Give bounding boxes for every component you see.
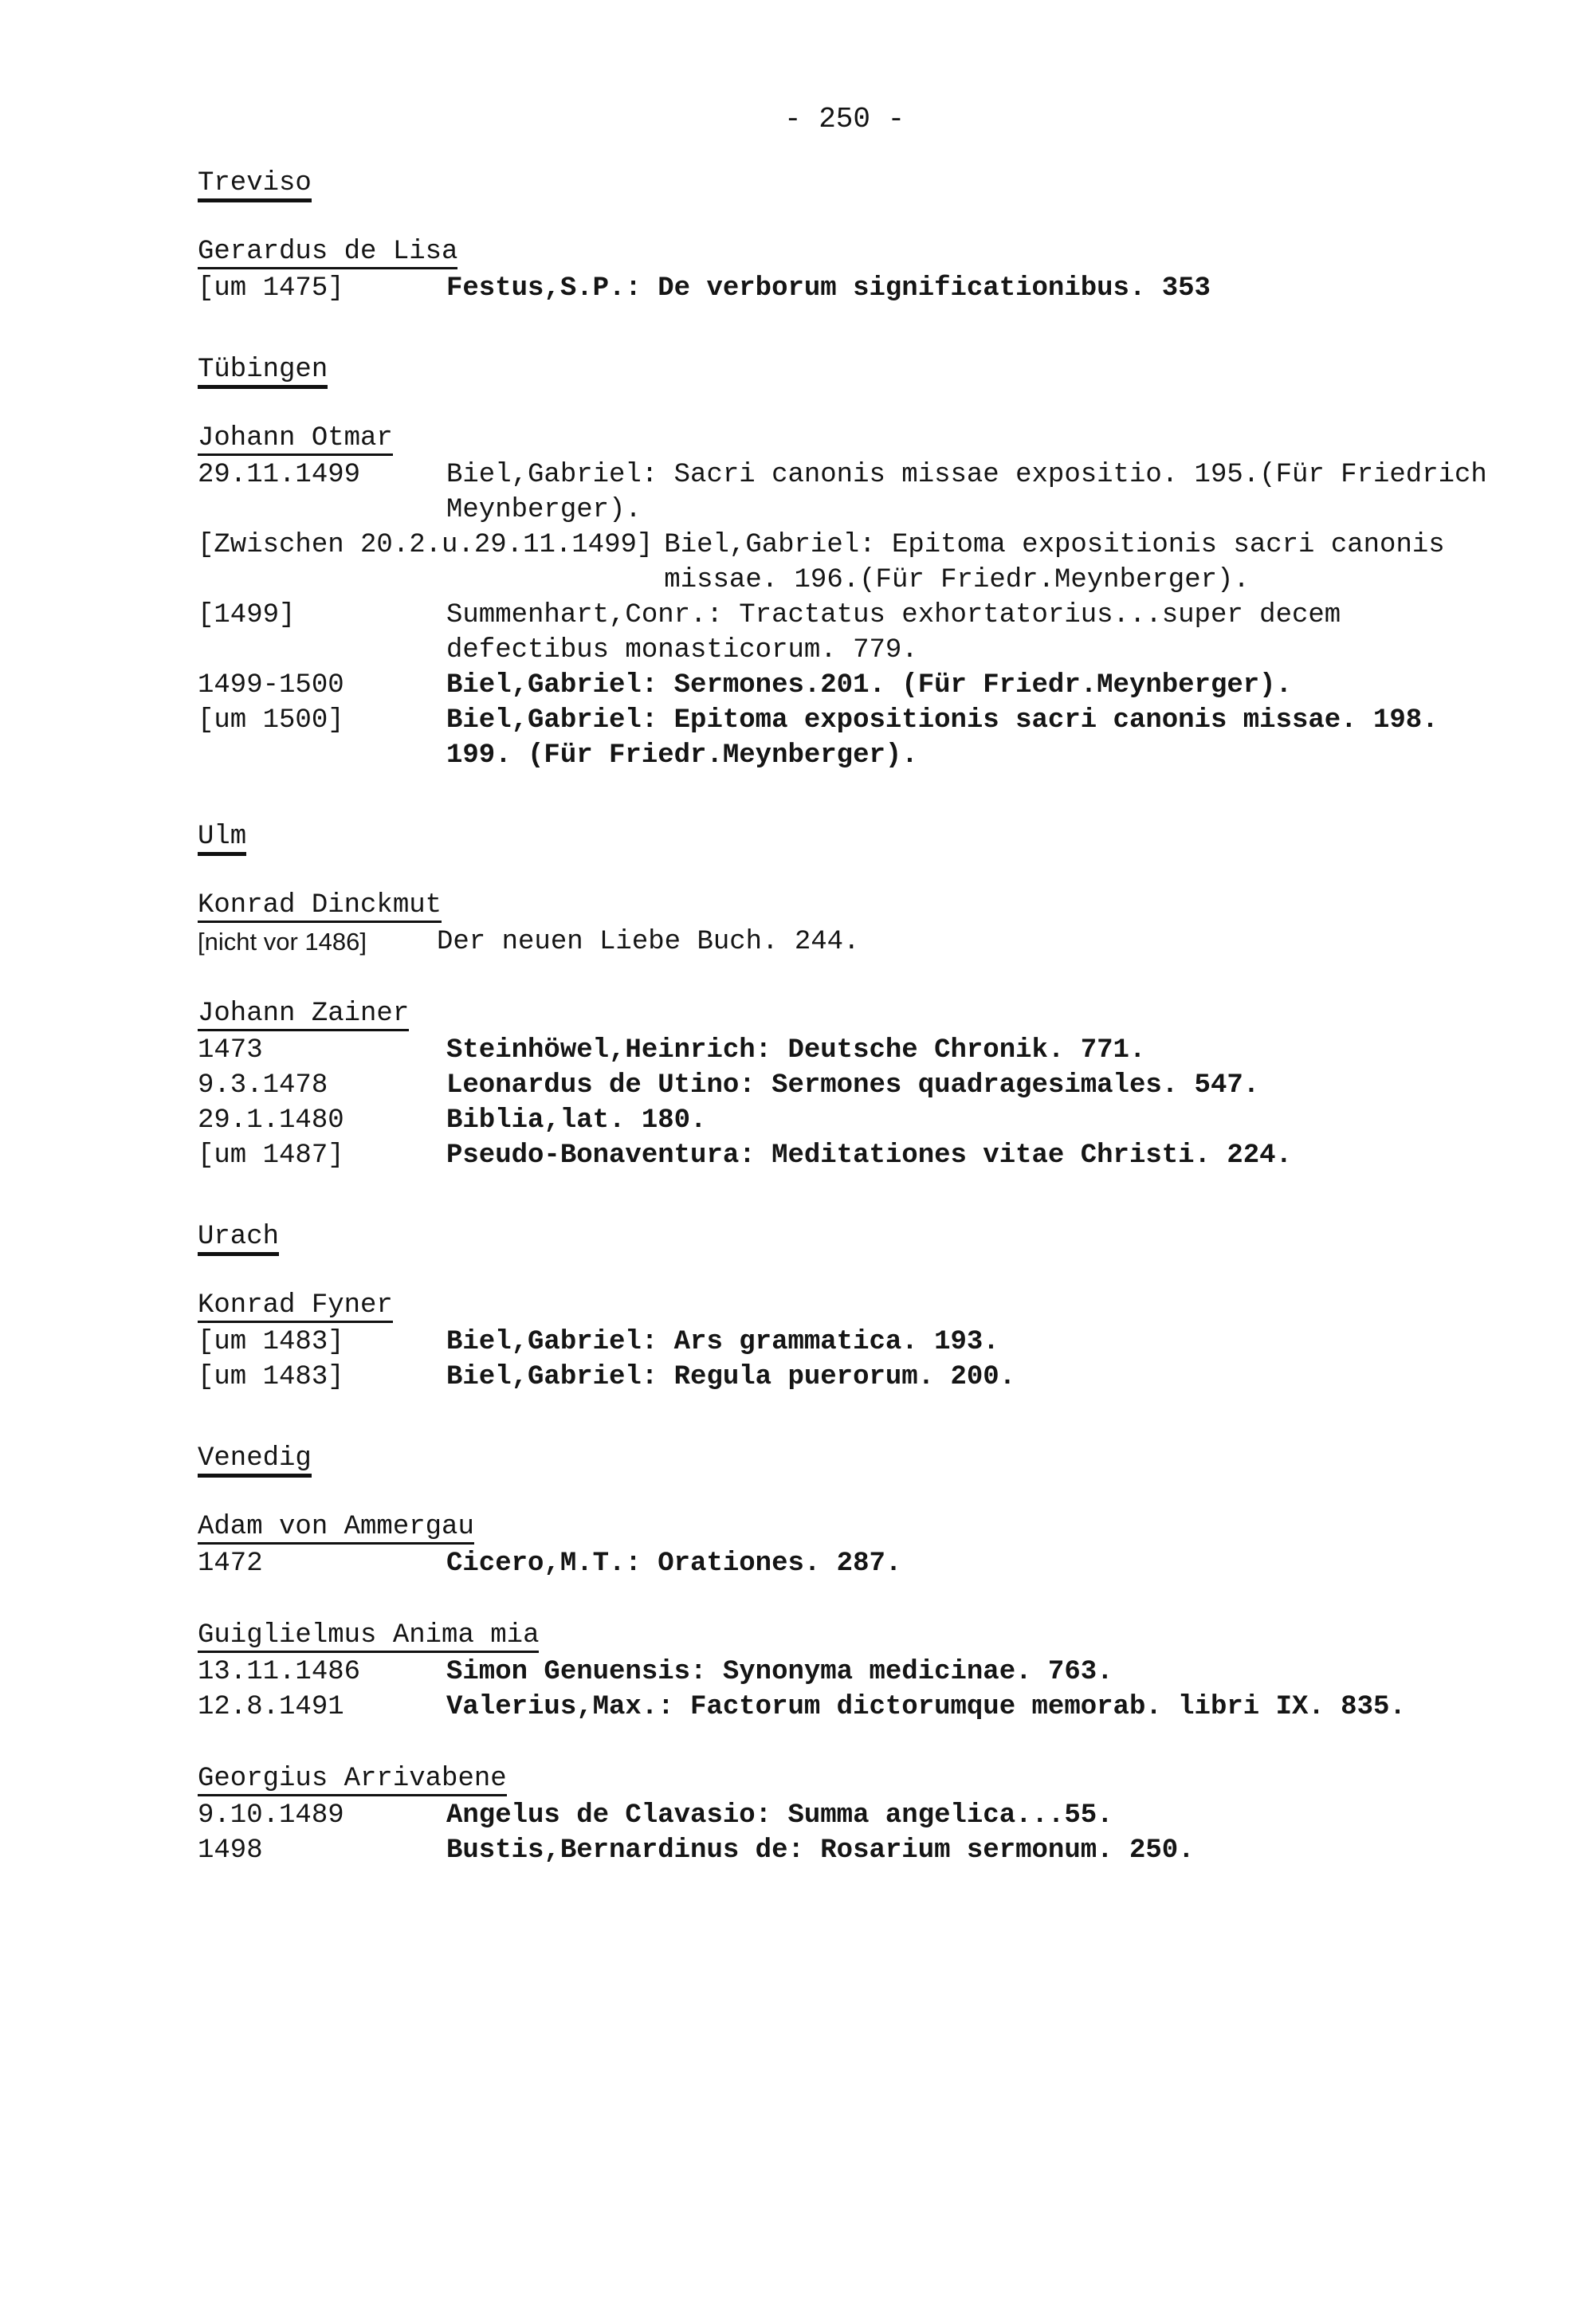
city-heading: Tübingen [198,355,328,389]
printer-block [198,888,1505,960]
entry-text: Simon Genuensis: Synonyma medicinae. 763. [446,1657,1113,1687]
printer-name: Guiglielmus Anima mia [198,1620,539,1653]
entry-text: Valerius,Max.: Factorum dictorumque memorab. libri IX. 835. [446,1692,1406,1722]
entry-text: Cicero,M.T.: Orationes. 287. [446,1549,902,1579]
entry-date: 1498 [198,1835,263,1866]
city-section-ulm [198,819,1505,1173]
city-heading: Treviso [198,168,312,202]
printer-name: Konrad Fyner [198,1290,393,1323]
entry-date: [Zwischen 20.2.u.29.11.1499] [198,530,654,560]
entry-date: 29.11.1499 [198,460,361,490]
book-entry [198,598,1505,668]
entry-text: Summenhart,Conr.: Tractatus exhortatorius...super decem defectibus monasticorum. 779. [446,600,1341,665]
printer-name: Johann Zainer [198,999,409,1031]
printer-block [198,996,1505,1173]
book-entry [198,528,1505,598]
entry-date: 1473 [198,1035,263,1066]
book-entry [198,1138,1505,1173]
book-entry [198,1068,1505,1103]
entry-date: [um 1500] [198,705,344,736]
city-heading: Ulm [198,822,246,856]
printer-index [198,166,1505,1914]
printer-block [198,421,1505,773]
book-entry [198,271,1505,306]
entry-text: Leonardus de Utino: Sermones quadragesimales. 547. [446,1070,1260,1101]
entry-text: Festus,S.P.: De verborum significationibus. 353 [446,273,1211,304]
printer-block [198,1288,1505,1395]
city-heading: Venedig [198,1443,312,1478]
book-entry [198,1655,1505,1690]
entry-text: Bustis,Bernardinus de: Rosarium sermonum. 250. [446,1835,1195,1866]
entry-date: 1499-1500 [198,670,344,701]
book-entry [198,668,1505,703]
book-entry [198,1798,1505,1833]
book-entry [198,1690,1505,1725]
entry-date: 9.3.1478 [198,1070,328,1101]
printer-name: Georgius Arrivabene [198,1764,507,1796]
entry-date: [um 1483] [198,1362,344,1392]
book-entry [198,1103,1505,1138]
entry-text: Pseudo-Bonaventura: Meditationes vitae Christi. 224. [446,1140,1292,1171]
entry-date: [nicht vor 1486] [198,928,367,956]
entry-text: Steinhöwel,Heinrich: Deutsche Chronik. 771. [446,1035,1146,1066]
printer-block [198,1509,1505,1581]
book-entry [198,1546,1505,1581]
entry-date: 1472 [198,1549,263,1579]
entry-text: Angelus de Clavasio: Summa angelica...55. [446,1800,1113,1831]
entry-text: Biel,Gabriel: Epitoma expositionis sacri canonis missae. 196.(Für Friedr.Meynberger). [664,530,1445,595]
city-section-urach [198,1219,1505,1395]
entry-text: Biblia,lat. 180. [446,1105,707,1136]
entry-text: Biel,Gabriel: Regula puerorum. 200. [446,1362,1016,1392]
printer-name: Johann Otmar [198,423,393,456]
entry-date: 12.8.1491 [198,1692,344,1722]
entry-date: 13.11.1486 [198,1657,361,1687]
book-entry [198,924,1505,960]
entry-text: Biel,Gabriel: Sacri canonis missae expositio. 195.(Für Friedrich Meynberger). [446,460,1487,525]
book-entry [198,1033,1505,1068]
printer-block [198,1761,1505,1868]
entry-date: 9.10.1489 [198,1800,344,1831]
city-section-treviso [198,166,1505,306]
printer-block [198,234,1505,306]
printer-name: Konrad Dinckmut [198,890,442,923]
city-section-venedig [198,1441,1505,1868]
entry-text: Biel,Gabriel: Epitoma expositionis sacri canonis missae. 198. 199. (Für Friedr.Meynberger). [446,705,1439,771]
printer-block [198,1618,1505,1725]
book-entry [198,1833,1505,1868]
entry-text: Der neuen Liebe Buch. 244. [437,927,860,957]
city-section-tuebingen [198,352,1505,773]
entry-date: [um 1475] [198,273,344,304]
book-entry [198,1360,1505,1395]
entry-date: [um 1487] [198,1140,344,1171]
entry-text: Biel,Gabriel: Ars grammatica. 193. [446,1327,999,1357]
entry-date: [um 1483] [198,1327,344,1357]
entry-date: [1499] [198,600,296,630]
entry-date: 29.1.1480 [198,1105,344,1136]
page-number: - 250 - [784,103,905,135]
book-entry [198,1325,1505,1360]
printer-name: Gerardus de Lisa [198,237,457,269]
book-entry [198,457,1505,528]
entry-text: Biel,Gabriel: Sermones.201. (Für Friedr.Meynberger). [446,670,1292,701]
book-entry [198,703,1505,773]
city-heading: Urach [198,1222,279,1256]
printer-name: Adam von Ammergau [198,1512,474,1545]
